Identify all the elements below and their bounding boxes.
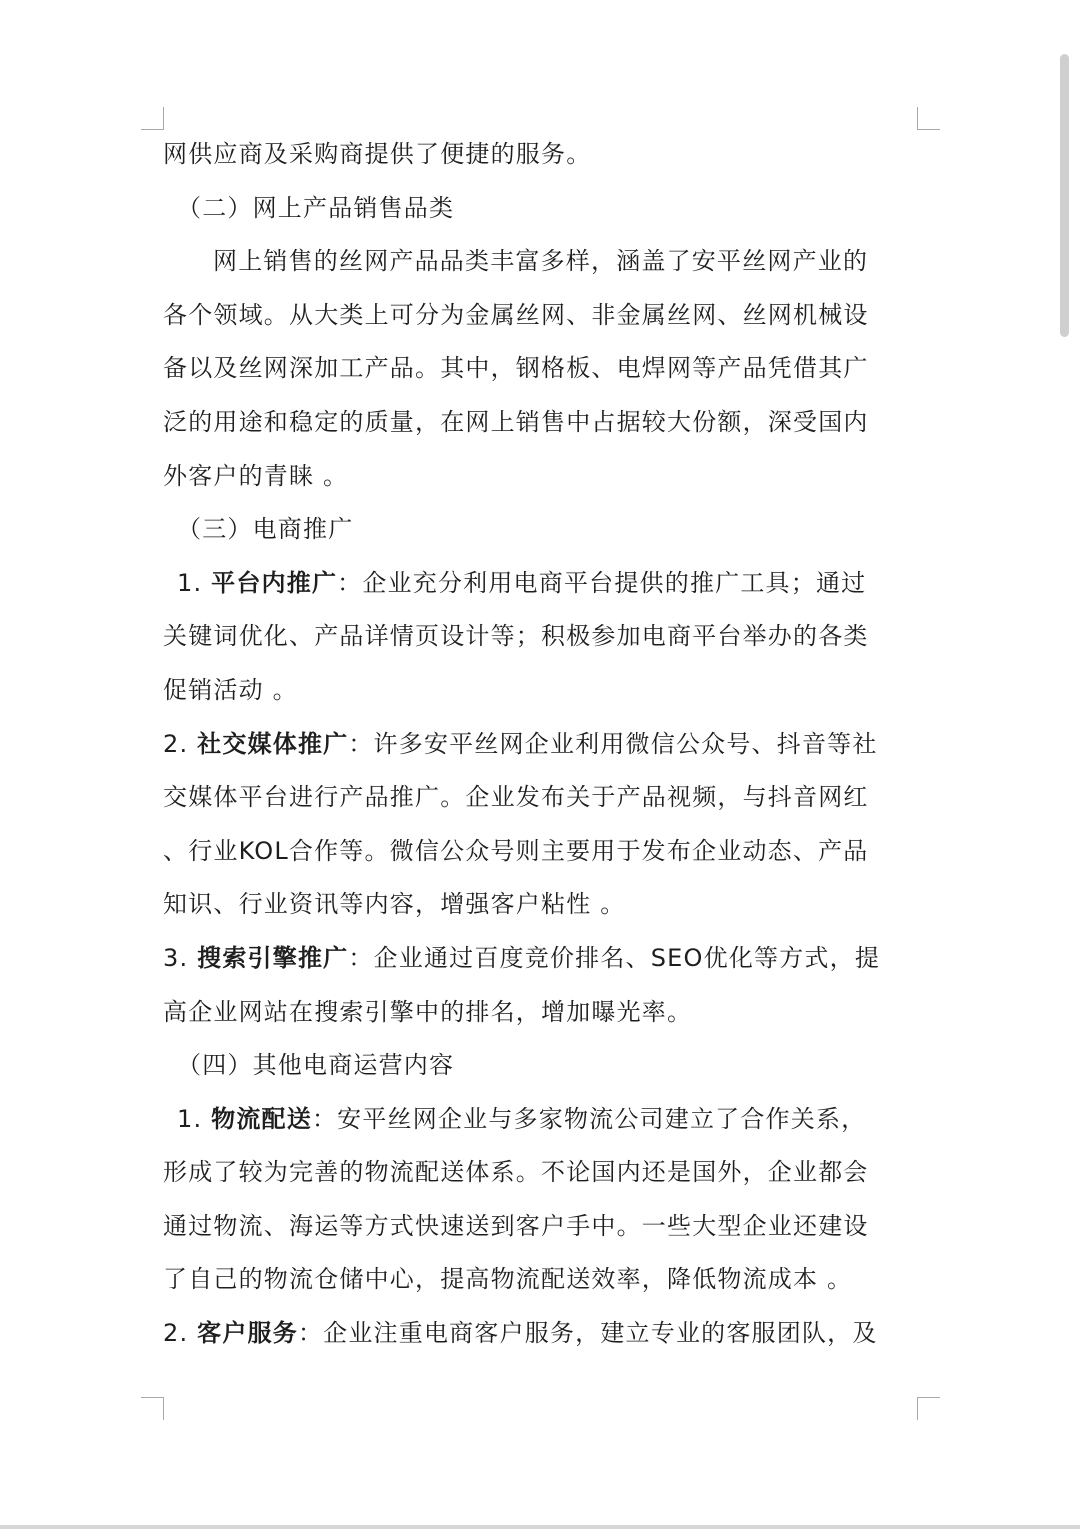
list-item-text: ：企业充分利用电商平台提供的推广工具；通过 [337,568,867,597]
section-heading: （二）网上产品销售品类 [177,193,455,222]
list-item-title: 社交媒体推广 [197,729,349,758]
list-item-number: 2. [163,1319,198,1348]
list-item-number: 2. [163,729,198,758]
text-line: 了自己的物流仓储中心，提高物流配送效率，降低物流成本 。 [163,1265,853,1294]
text-line: 促销活动 。 [163,675,298,704]
list-item-text: ：企业通过百度竞价排名、SEO优化等方式，提 [348,943,881,972]
text-line: 通过物流、海运等方式快速送到客户手中。一些大型企业还建设 [163,1211,869,1240]
list-item-number: 3. [163,943,198,972]
text-line: 备以及丝网深加工产品。其中，钢格板、电焊网等产品凭借其广 [163,354,869,383]
section-heading: （四）其他电商运营内容 [177,1051,455,1080]
list-item-title: 平台内推广 [211,568,338,597]
list-item-text: ：许多安平丝网企业利用微信公众号、抖音等社 [348,729,878,758]
list-item-line [163,1307,923,1361]
document-body [163,128,923,1361]
section-heading: （三）电商推广 [177,515,354,544]
list-item-number: 1. [177,1104,212,1133]
list-item-number: 1. [177,568,212,597]
list-item-text: ：企业注重电商客户服务，建立专业的客服团队，及 [297,1319,878,1348]
list-item-title: 搜索引擎推广 [197,943,349,972]
vertical-scrollbar-thumb[interactable] [1060,54,1069,337]
text-line: 网供应商及采购商提供了便捷的服务。 [163,140,592,168]
text-line: 关键词优化、产品详情页设计等；积极参加电商平台举办的各类 [163,622,869,651]
text-line: 网上销售的丝网产品品类丰富多样，涵盖了安平丝网产业的 [213,247,869,276]
page-corner-mark-bottom-left [141,1397,164,1420]
list-item-title: 物流配送 [211,1104,312,1133]
text-line: 知识、行业资讯等内容，增强客户粘性 。 [163,890,626,919]
list-item-title: 客户服务 [197,1319,298,1348]
text-line: 交媒体平台进行产品推广。企业发布关于产品视频，与抖音网红 [163,783,869,812]
text-line: 高企业网站在搜索引擎中的排名，增加曝光率。 [163,997,693,1026]
page-corner-mark-top-right [917,107,940,130]
text-line: 各个领域。从大类上可分为金属丝网、非金属丝网、丝网机械设 [163,300,869,329]
text-line: 形成了较为完善的物流配送体系。不论国内还是国外，企业都会 [163,1158,869,1187]
page-corner-mark-top-left [141,107,164,130]
list-item-line [163,1093,923,1147]
list-item-text: ：安平丝网企业与多家物流公司建立了合作关系， [311,1104,867,1133]
text-line: 泛的用途和稳定的质量，在网上销售中占据较大份额，深受国内 [163,407,869,436]
text-line: 外客户的青睐 。 [163,461,349,490]
list-item-line [163,932,923,986]
page-corner-mark-bottom-right [917,1397,940,1420]
list-item-line [163,718,923,772]
list-item-line [163,557,923,611]
text-line: 、行业KOL合作等。微信公众号则主要用于发布企业动态、产品 [163,836,869,865]
bottom-edge-bar [0,1525,1080,1529]
